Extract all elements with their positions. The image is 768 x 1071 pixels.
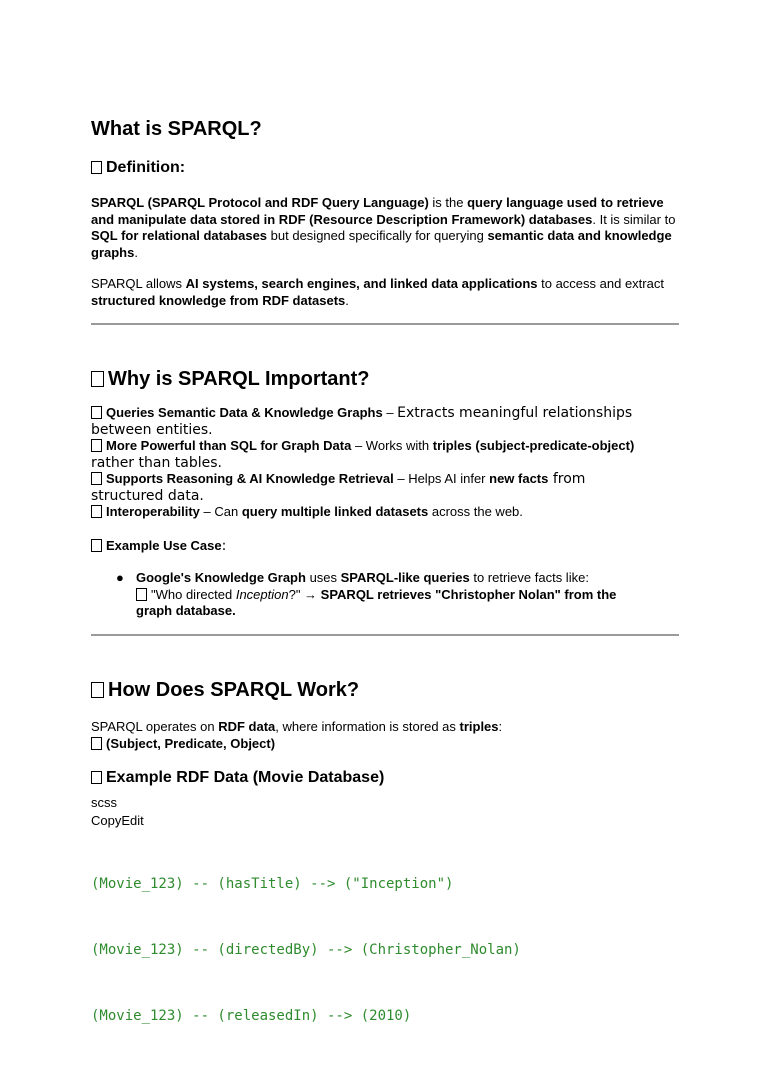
use-case-heading: Example Use Case: xyxy=(91,538,226,555)
missing-glyph-icon xyxy=(91,771,102,784)
divider xyxy=(91,634,679,636)
list-item: More Powerful than SQL for Graph Data – Works with triples (subject-predicate-object) rather than tables. xyxy=(91,438,635,471)
example-heading: Example RDF Data (Movie Database) xyxy=(91,769,384,787)
code-language-label: scss xyxy=(91,795,117,810)
missing-glyph-icon xyxy=(91,682,104,698)
missing-glyph-icon xyxy=(91,472,102,485)
code-line: (Movie_123) -- (hasTitle) --> ("Inception") xyxy=(91,876,454,892)
code-block xyxy=(91,829,521,1071)
code-line: (Movie_123) -- (releasedIn) --> (2010) xyxy=(91,1008,412,1024)
missing-glyph-icon xyxy=(91,737,102,750)
usage-paragraph: SPARQL allows AI systems, search engines, and linked data applications to access and extract structured knowledge from RDF datasets. xyxy=(91,276,664,308)
how-paragraph: SPARQL operates on RDF data, where information is stored as triples: (Subject, Predicate, Object) xyxy=(91,719,503,751)
missing-glyph-icon xyxy=(91,439,102,452)
missing-glyph-icon xyxy=(91,505,102,518)
definition-heading: Definition: xyxy=(91,159,185,177)
missing-glyph-icon xyxy=(91,406,102,419)
missing-glyph-icon xyxy=(91,539,102,552)
copy-edit-button[interactable]: CopyEdit xyxy=(91,813,144,828)
missing-glyph-icon xyxy=(136,588,147,601)
list-item: Queries Semantic Data & Knowledge Graphs – Extracts meaningful relationships between entities. xyxy=(91,405,633,438)
missing-glyph-icon xyxy=(91,161,102,174)
use-case-bullet: ● Google's Knowledge Graph uses SPARQL-like queries to retrieve facts like: "Who directed Inception?" → SPARQL retrieves "Christopher Nolan" from the graph database. xyxy=(116,570,617,618)
code-line: (Movie_123) -- (directedBy) --> (Christopher_Nolan) xyxy=(91,942,521,958)
importance-list xyxy=(91,405,679,521)
list-item: Interoperability – Can query multiple linked datasets across the web. xyxy=(91,504,679,521)
definition-paragraph: SPARQL (SPARQL Protocol and RDF Query Language) is the query language used to retrieve and manipulate data stored in RDF (Resource Description Framework) databases. It is similar to SQL for relational databases but designed specifically for querying semantic data and knowledge graphs. xyxy=(91,195,676,260)
section-heading-how: How Does SPARQL Work? xyxy=(91,679,359,702)
list-item: Supports Reasoning & AI Knowledge Retrieval – Helps AI infer new facts from structured data. xyxy=(91,471,586,504)
divider xyxy=(91,323,679,325)
section-heading-importance: Why is SPARQL Important? xyxy=(91,368,370,391)
page-title: What is SPARQL? xyxy=(91,118,262,140)
missing-glyph-icon xyxy=(91,371,104,387)
